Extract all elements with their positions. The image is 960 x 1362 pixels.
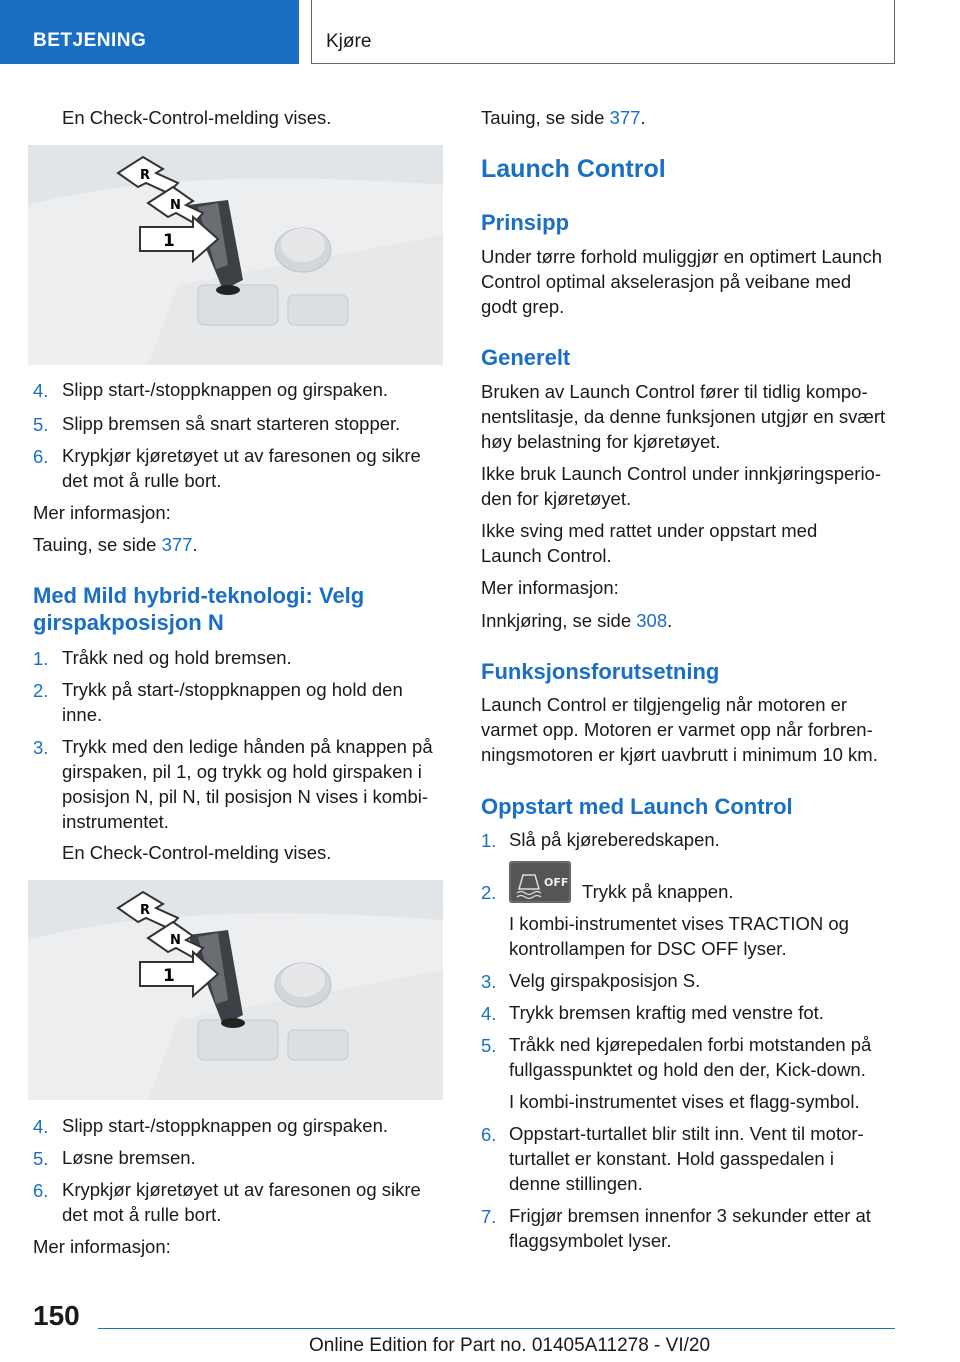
step-number: 5. [33, 414, 49, 435]
step-number: 3. [481, 971, 497, 992]
step-number: 5. [481, 1035, 497, 1056]
footer-divider [98, 1328, 895, 1329]
step-text: det mot å rulle bort. [62, 1204, 222, 1225]
step-text: posisjon N, pil N, til posisjon N vises i kombi- [62, 786, 429, 807]
step-number: 7. [481, 1206, 497, 1227]
innkjoring-reference [481, 608, 672, 633]
step-number: 4. [481, 1003, 497, 1024]
generelt-text: Ikke bruk Launch Control under innkjøringsperio- [481, 463, 882, 484]
footer-edition: Online Edition for Part no. 01405A11278 - VI/20 [309, 1335, 711, 1356]
prinsipp-text: godt grep. [481, 296, 565, 317]
step-number: 6. [33, 446, 49, 467]
step-text: I kombi-instrumentet vises et flagg-symbol. [509, 1091, 860, 1112]
heading-generelt: Generelt [481, 345, 571, 370]
step-text: Frigjør bremsen innenfor 3 sekunder etter at [509, 1205, 871, 1226]
step-text: Slipp start-/stoppknappen og girspaken. [62, 1115, 389, 1136]
dsc-off-button-icon [509, 861, 571, 903]
funksjon-text: Launch Control er tilgjengelig når motoren er [481, 694, 848, 715]
step-number: 2. [481, 882, 497, 903]
generelt-text: nentslitasje, da denne funksjonen utgjør en svært [481, 406, 886, 427]
step-text: Krypkjør kjøretøyet ut av faresonen og sikre [62, 445, 421, 466]
dsc-icon-label: OFF [544, 876, 569, 889]
heading-prinsipp: Prinsipp [481, 210, 570, 235]
generelt-text: den for kjøretøyet. [481, 488, 632, 509]
prinsipp-text: Control optimal akselerasjon på veibane med [481, 271, 852, 292]
innkjoring-text: Innkjøring, se side [481, 610, 637, 631]
period: . [667, 610, 673, 631]
step-text: turtallet er konstant. Hold gasspedalen i [509, 1148, 834, 1169]
step-number: 2. [33, 680, 49, 701]
chapter-title: Kjøre [326, 31, 372, 52]
step-number: 1. [33, 648, 49, 669]
more-info-label: Mer informasjon: [481, 577, 619, 598]
innkjoring-page-link[interactable]: 308 [636, 610, 668, 631]
period: . [640, 107, 646, 128]
step-text: flaggsymbolet lyser. [509, 1230, 672, 1251]
arrow-label-r: R [140, 903, 151, 918]
step-text: fullgasspunktet og hold den der, Kick-down. [509, 1059, 866, 1080]
heading-mild-hybrid-line2: girspakposisjon N [33, 610, 224, 635]
funksjon-text: ningsmotoren er kjørt uavbrutt i minimum 10 km. [481, 744, 878, 765]
step-number: 1. [481, 830, 497, 851]
step-text: I kombi-instrumentet vises TRACTION og [509, 913, 849, 934]
towing-reference [33, 532, 198, 557]
generelt-text: Ikke sving med rattet under oppstart med [481, 520, 818, 541]
gear-lever-illustration [28, 145, 443, 365]
step-text: Trykk på knappen. [582, 881, 734, 902]
step-text: Trykk med den ledige hånden på knappen på [62, 736, 433, 757]
step-number: 6. [33, 1180, 49, 1201]
step-text: Slipp start-/stoppknappen og girspaken. [62, 379, 389, 400]
step-text: inne. [62, 704, 103, 725]
dsc-off-icon [509, 861, 571, 903]
heading-launch-control: Launch Control [481, 155, 666, 183]
step-text: det mot å rulle bort. [62, 470, 222, 491]
step-text: Krypkjør kjøretøyet ut av faresonen og sikre [62, 1179, 421, 1200]
step-text: Løsne bremsen. [62, 1147, 196, 1168]
step-number: 4. [33, 380, 49, 401]
step-text: Trykk bremsen kraftig med venstre fot. [509, 1002, 824, 1023]
step-number: 6. [481, 1124, 497, 1145]
towing-text: Tauing, se side [481, 107, 610, 128]
gear-lever-illustration [28, 880, 443, 1100]
step-number: 4. [33, 1116, 49, 1137]
arrow-label-r: R [140, 168, 151, 183]
check-control-text: En Check-Control-melding vises. [62, 842, 332, 863]
page-number: 150 [33, 1300, 80, 1331]
step-text: Slipp bremsen så snart starteren stopper. [62, 413, 401, 434]
step-text: Oppstart-turtallet blir stilt inn. Vent til motor- [509, 1123, 864, 1144]
section-title: BETJENING [33, 30, 147, 51]
intro-text: En Check-Control-melding vises. [62, 107, 332, 128]
step-number: 5. [33, 1148, 49, 1169]
step-number: 3. [33, 737, 49, 758]
towing-text: Tauing, se side [33, 534, 162, 555]
step-text: girspaken, pil 1, og trykk og hold girspaken i [62, 761, 422, 782]
section-tab [0, 0, 299, 64]
step-text: Slå på kjøreberedskapen. [509, 829, 720, 850]
generelt-text: Bruken av Launch Control fører til tidlig kompo- [481, 381, 868, 402]
arrow-label-n: N [170, 933, 181, 948]
towing-reference-right [481, 105, 646, 130]
arrow-label-1: 1 [163, 231, 175, 251]
heading-funksjonsforutsetning: Funksjonsforutsetning [481, 659, 720, 684]
generelt-text: høy belastning for kjøretøyet. [481, 431, 721, 452]
towing-page-link[interactable]: 377 [609, 107, 641, 128]
period: . [192, 534, 198, 555]
step-text: Trykk på start-/stoppknappen og hold den [62, 679, 403, 700]
generelt-text: Launch Control. [481, 545, 612, 566]
step-text: Velg girspakposisjon S. [509, 970, 701, 991]
chapter-tab [311, 0, 895, 64]
more-info-label: Mer informasjon: [33, 502, 171, 523]
arrow-label-n: N [170, 198, 181, 213]
heading-mild-hybrid: Med Mild hybrid-teknologi: Velg [33, 583, 365, 608]
step-text: Tråkk ned og hold bremsen. [62, 647, 292, 668]
prinsipp-text: Under tørre forhold muliggjør en optimert Launch [481, 246, 883, 267]
step-text: kontrollampen for DSC OFF lyser. [509, 938, 787, 959]
step-text: instrumentet. [62, 811, 169, 832]
arrow-label-1: 1 [163, 966, 175, 986]
gear-lever-figure-1 [28, 145, 443, 365]
funksjon-text: varmet opp. Motoren er varmet opp når forbren- [481, 719, 873, 740]
step-text: denne stillingen. [509, 1173, 643, 1194]
gear-lever-figure-2 [28, 880, 443, 1100]
heading-oppstart: Oppstart med Launch Control [481, 794, 793, 819]
more-info-label-2: Mer informasjon: [33, 1236, 171, 1257]
step-text: Tråkk ned kjørepedalen forbi motstanden på [509, 1034, 872, 1055]
towing-page-link[interactable]: 377 [161, 534, 193, 555]
